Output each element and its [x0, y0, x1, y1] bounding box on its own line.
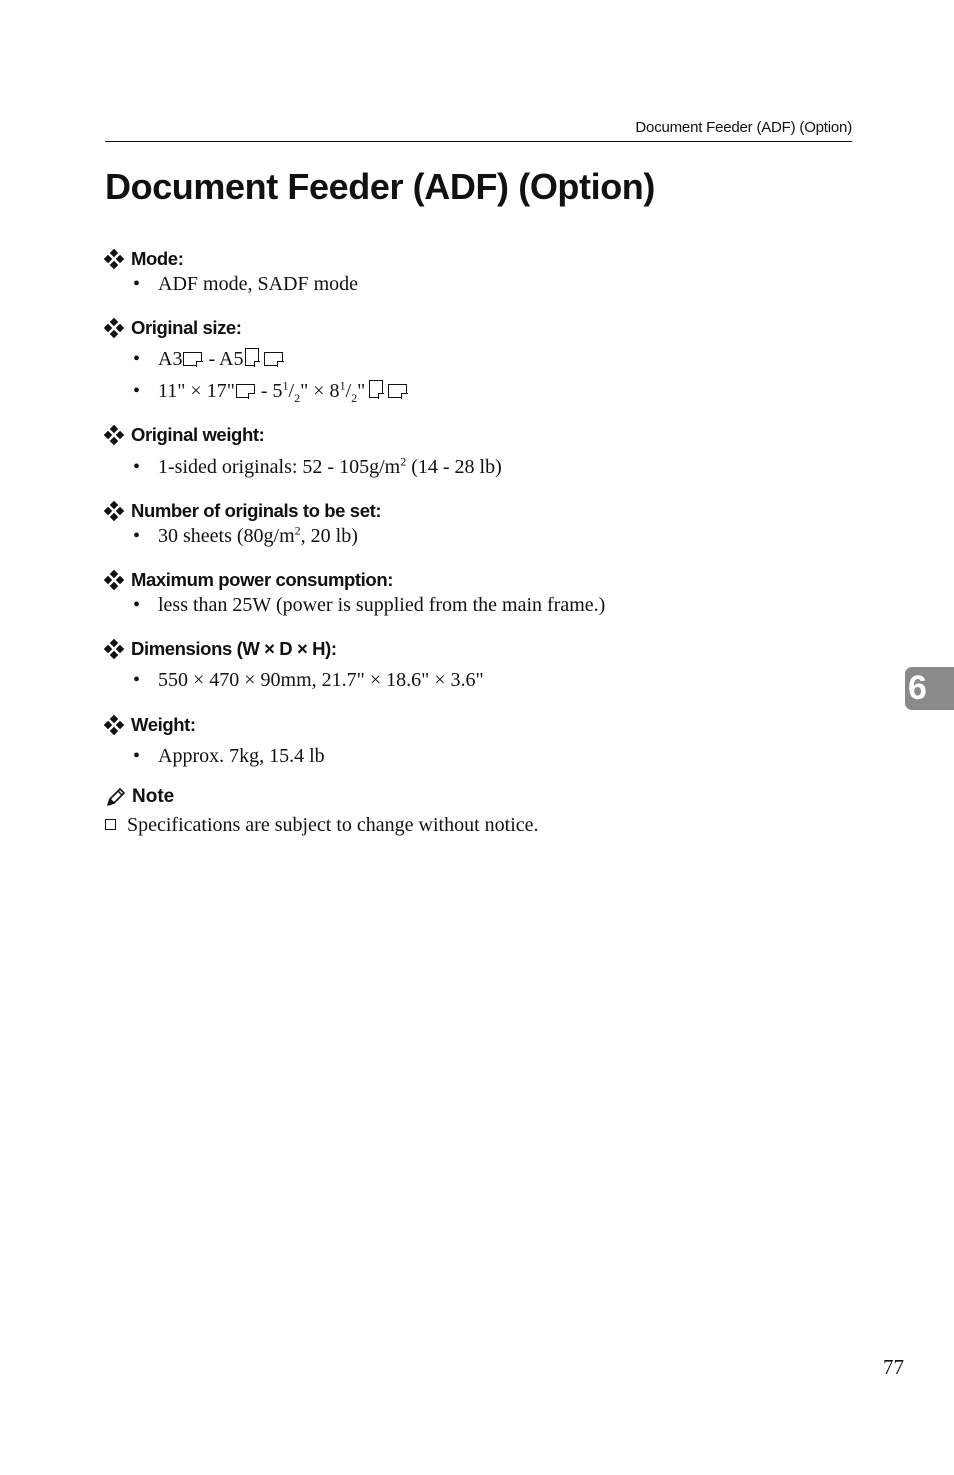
running-head: Document Feeder (ADF) (Option) — [635, 119, 852, 136]
section-heading-original-weight — [105, 424, 264, 446]
diamond-cluster-icon — [105, 571, 123, 589]
item-text: - 5 — [255, 380, 283, 402]
item-text: / — [345, 380, 352, 402]
pencil-icon — [105, 786, 127, 808]
subscript: 2 — [294, 391, 301, 405]
bullet: • — [133, 525, 141, 547]
bullet: • — [133, 456, 141, 478]
bullet: • — [133, 348, 141, 370]
item-text: " × 8 — [300, 380, 340, 402]
bullet: • — [133, 273, 141, 295]
bullet: • — [133, 745, 141, 767]
section-heading-number-of-originals — [105, 500, 381, 522]
diamond-cluster-icon — [105, 250, 123, 268]
note-label: Note — [132, 786, 175, 807]
list-item — [133, 348, 284, 371]
list-item — [133, 273, 358, 296]
note-item — [105, 814, 539, 837]
item-text: / — [288, 380, 295, 402]
list-item — [133, 456, 502, 479]
item-text: A3 — [158, 348, 183, 370]
superscript: 1 — [339, 378, 346, 393]
diamond-cluster-icon — [105, 640, 123, 658]
list-item — [133, 745, 325, 768]
paper-landscape-icon — [183, 352, 202, 366]
list-item — [133, 380, 408, 403]
superscript: 2 — [400, 454, 407, 469]
section-heading-weight — [105, 714, 196, 736]
item-text: Approx. 7kg, 15.4 lb — [158, 745, 325, 767]
section-heading-dimensions — [105, 638, 337, 660]
list-item — [133, 669, 484, 692]
paper-landscape-icon — [264, 352, 283, 366]
page-title: Document Feeder (ADF) (Option) — [105, 166, 655, 207]
item-text: - A5 — [203, 348, 244, 370]
heading-label: Mode: — [131, 248, 184, 269]
diamond-cluster-icon — [105, 502, 123, 520]
superscript: 2 — [294, 523, 301, 538]
item-text: 30 sheets (80g/m — [158, 525, 295, 547]
bullet: • — [133, 380, 141, 402]
bullet: • — [133, 594, 141, 616]
diamond-cluster-icon — [105, 319, 123, 337]
heading-label: Original size: — [131, 317, 242, 338]
heading-label: Original weight: — [131, 424, 265, 445]
item-text: " — [357, 380, 366, 402]
item-text: 11" × 17" — [158, 380, 235, 402]
diamond-cluster-icon — [105, 716, 123, 734]
header-rule — [105, 141, 852, 142]
diamond-cluster-icon — [105, 426, 123, 444]
item-text: ADF mode, SADF mode — [158, 273, 359, 295]
paper-portrait-icon — [369, 380, 383, 398]
paper-landscape-icon — [388, 384, 407, 398]
item-text: less than 25W (power is supplied from the main frame.) — [158, 594, 606, 616]
superscript: 1 — [282, 378, 289, 393]
paper-landscape-icon — [236, 384, 255, 398]
section-heading-mode — [105, 248, 183, 270]
item-text: 550 × 470 × 90mm, 21.7" × 18.6" × 3.6" — [158, 669, 484, 691]
section-heading-original-size — [105, 317, 242, 339]
section-heading-max-power — [105, 569, 393, 591]
heading-label: Weight: — [131, 714, 196, 735]
subscript: 2 — [351, 391, 358, 405]
item-text: (14 - 28 lb) — [406, 456, 502, 478]
heading-label: Maximum power consumption: — [131, 569, 393, 590]
note-heading — [105, 786, 174, 808]
heading-label: Number of originals to be set: — [131, 500, 382, 521]
paper-portrait-icon — [245, 348, 259, 366]
heading-label: Dimensions (W × D × H): — [131, 638, 337, 659]
list-item — [133, 594, 605, 617]
note-text: Specifications are subject to change without notice. — [127, 814, 539, 836]
item-text: 1-sided originals: 52 - 105g/m — [158, 456, 401, 478]
item-text: , 20 lb) — [300, 525, 358, 547]
bullet: • — [133, 669, 141, 691]
page-number: 77 — [883, 1355, 904, 1379]
list-item — [133, 525, 358, 548]
checkbox-icon — [105, 819, 116, 830]
chapter-tab: 6 — [905, 667, 954, 710]
